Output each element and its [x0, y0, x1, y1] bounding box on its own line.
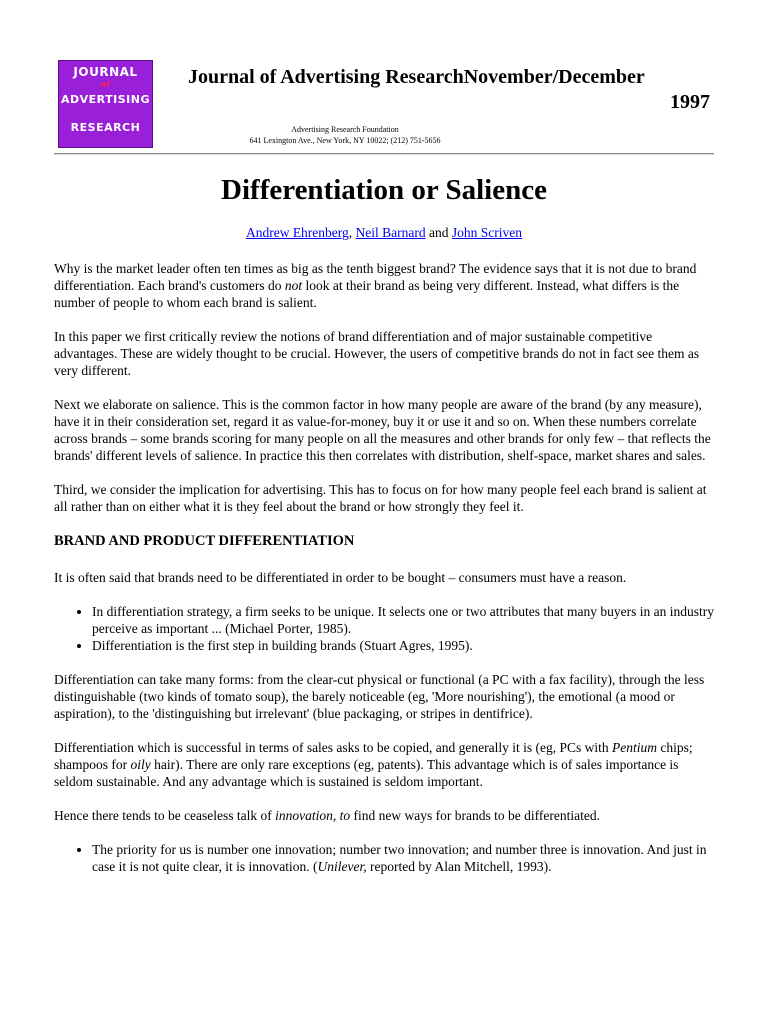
text-run: chips; shampoos for: [54, 740, 693, 772]
paragraph-differentiation-claim: It is often said that brands need to be differentiated in order to be bought – consumers must have a reason.: [54, 570, 627, 585]
emphasis-text: oily: [130, 757, 151, 772]
logo-line-advertising: ADVERTISING: [61, 93, 150, 106]
text-run: Why is the market leader often ten times as big as the tenth biggest brand? The evidence says that it is not due to brand differentiation. Each brand's customers do: [54, 261, 697, 293]
paragraph-forms: Differentiation can take many forms: from the clear-cut physical or functional (a PC with a fax facility), through the less distinguishable (two kinds of tomato soup), the barely noticeable (eg, 'More nourishing'), the emotional (a mood or aspiration), to the 'distinguishing but irrelevant' (blue packaging, or stripes in dentifrice).: [54, 672, 705, 721]
paragraph-intro: [54, 260, 716, 311]
quote-list: [54, 603, 716, 654]
text-run: Differentiation which is successful in terms of sales asks to be copied, and generally it is (eg, PCs with: [54, 740, 613, 755]
paragraph-innovation: [54, 807, 716, 824]
logo-line-of: of: [100, 80, 111, 89]
journal-issue: November/December: [463, 66, 645, 88]
text-run: look at their brand as being very different. Instead, what differs is the number of people to whom each brand is salient.: [54, 278, 680, 310]
paragraph-salience: Next we elaborate on salience. This is the common factor in how many people are aware of the brand (by any measure), have it in their consideration set, regard it as value-for-money, buy it or use it and so on. When these numbers correlate across brands – some brands scoring for many people on all the measures and other brands for only few – that reflects the brands' different levels of salience. In practice this then correlates with distribution, shelf-space, market shares and sales.: [54, 397, 711, 463]
journal-name: Journal of Advertising Research: [188, 66, 464, 88]
text-run: The priority for us is number one innovation; number two innovation; and number three is innovation. And just in case it is not quite clear, it is innovation. (: [92, 842, 707, 874]
foundation-name: Advertising Research Foundation: [291, 125, 399, 134]
text-run: find new ways for brands to be differentiated.: [350, 808, 600, 823]
journal-heading: [188, 64, 710, 90]
author-link-ehrenberg[interactable]: Andrew Ehrenberg: [245, 225, 349, 240]
author-link-barnard[interactable]: Neil Barnard: [355, 225, 426, 240]
list-item: • Differentiation is the first step in building brands (Stuart Agres, 1995).: [92, 637, 716, 654]
paper-title: Differentiation or Salience: [221, 174, 547, 206]
section-heading: BRAND AND PRODUCT DIFFERENTIATION: [54, 533, 355, 549]
text-run: Hence there tends to be ceaseless talk of: [54, 808, 276, 823]
journal-logo: [58, 60, 153, 148]
logo-line-research: RESEARCH: [70, 121, 141, 134]
article-body: [54, 260, 716, 892]
foundation-info: [230, 124, 460, 146]
logo-line-journal: JOURNAL: [73, 65, 138, 79]
foundation-address: 641 Lexington Ave., New York, NY 10022; (212) 751-5656: [249, 136, 441, 145]
list-item: [92, 841, 716, 875]
paragraph-review: In this paper we first critically review the notions of brand differentiation and of major sustainable competitive advantages. These are widely thought to be crucial. However, the users of competitive brands do not in fact see them as very different.: [54, 329, 700, 378]
paragraph-advertising: Third, we consider the implication for advertising. This has to focus on for how many people feel each brand is salient at all rather than on either what it is they feel about the brand or how strongly they feel it.: [54, 482, 707, 514]
author-separator: ,: [348, 225, 356, 240]
list-item: • In differentiation strategy, a firm seeks to be unique. It selects one or two attributes that many buyers in an industry perceive as important ... (Michael Porter, 1985).: [92, 603, 716, 637]
author-link-scriven[interactable]: John Scriven: [451, 225, 523, 240]
text-run: reported by Alan Mitchell, 1993).: [366, 859, 552, 874]
journal-year: 1997: [670, 91, 710, 113]
paragraph-copying: [54, 739, 716, 790]
header-divider: [54, 153, 714, 155]
quote-list: [54, 841, 716, 875]
emphasis-text: Pentium: [612, 740, 658, 755]
emphasis-text: Unilever,: [317, 859, 367, 874]
text-run: hair). There are only rare exceptions (eg, patents). This advantage which is of sales importance is seldom sustainable. And any advantage which is sustained is seldom important.: [54, 757, 679, 789]
author-list: [54, 225, 714, 241]
emphasis-text: innovation, to: [275, 808, 351, 823]
author-separator: and: [425, 225, 452, 240]
emphasis-text: not: [284, 278, 303, 293]
